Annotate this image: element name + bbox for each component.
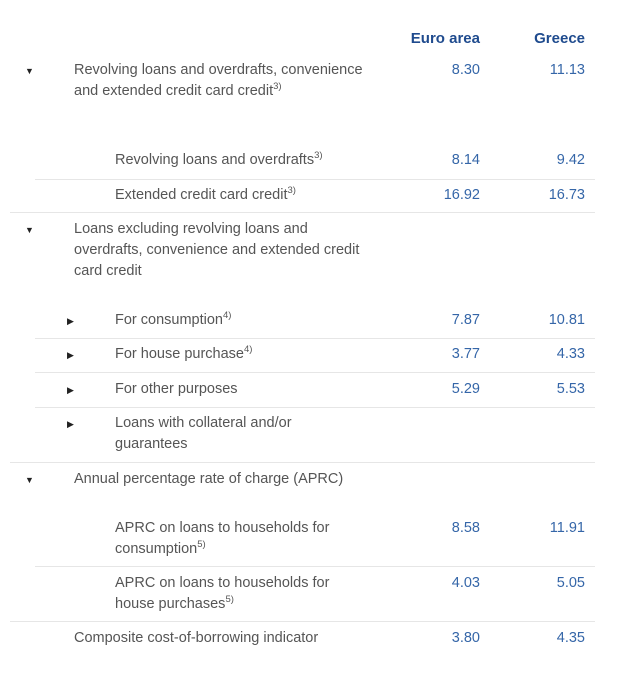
euro-area-value: 3.80 (451, 630, 480, 646)
expand-caret-icon[interactable]: ▶ (67, 419, 74, 429)
greece-value: 4.35 (556, 630, 585, 646)
greece-value: 10.81 (548, 312, 585, 328)
expand-caret-icon[interactable]: ▶ (67, 316, 74, 326)
column-header-euro-area: Euro area (410, 30, 480, 47)
greece-value: 5.05 (556, 575, 585, 591)
row-divider (35, 407, 595, 408)
euro-area-value: 5.29 (451, 381, 480, 397)
row-label: Loans with collateral and/or guarantees (115, 415, 292, 452)
greece-value: 11.91 (549, 520, 585, 536)
row-divider (35, 566, 595, 567)
row-label: APRC on loans to households for consumption$^{5)}$ (115, 520, 330, 557)
row-divider (10, 621, 595, 622)
euro-area-value: 7.87 (451, 312, 480, 328)
greece-value: 5.53 (556, 381, 585, 397)
greece-value: 11.13 (549, 62, 585, 78)
greece-value: 16.73 (548, 187, 585, 203)
row-divider (35, 179, 595, 180)
collapse-caret-icon[interactable]: ▼ (25, 475, 34, 485)
row-label: Extended credit card credit$^{3)}$ (115, 185, 296, 203)
row-divider (35, 338, 595, 339)
row-label: For consumption$^{4)}$ (115, 310, 232, 328)
collapse-caret-icon[interactable]: ▼ (25, 66, 34, 76)
column-header-greece: Greece (534, 30, 585, 47)
euro-area-value: 4.03 (451, 575, 480, 591)
row-label: For other purposes (115, 381, 238, 397)
euro-area-value: 8.58 (451, 520, 480, 536)
row-label: Revolving loans and overdrafts$^{3)}$ (115, 150, 323, 168)
expand-caret-icon[interactable]: ▶ (67, 350, 74, 360)
euro-area-value: 16.92 (443, 187, 480, 203)
row-label: Annual percentage rate of charge (APRC) (74, 471, 344, 487)
row-divider (10, 212, 595, 213)
row-label: Composite cost-of-borrowing indicator (74, 630, 319, 646)
euro-area-value: 8.14 (451, 152, 480, 168)
row-divider (10, 462, 595, 463)
euro-area-value: 3.77 (451, 346, 480, 362)
greece-value: 9.42 (556, 152, 585, 168)
row-label: Revolving loans and overdrafts, convenience and extended credit card credit$^{3)}$ (74, 62, 363, 99)
row-label: APRC on loans to households for house purchases$^{5)}$ (115, 575, 330, 612)
row-divider (35, 372, 595, 373)
greece-value: 4.33 (556, 346, 585, 362)
row-label: For house purchase$^{4)}$ (115, 344, 253, 362)
row-label: Loans excluding revolving loans and overdrafts, convenience and extended credit card credit (74, 221, 360, 279)
expand-caret-icon[interactable]: ▶ (67, 385, 74, 395)
collapse-caret-icon[interactable]: ▼ (25, 225, 34, 235)
euro-area-value: 8.30 (451, 62, 480, 78)
